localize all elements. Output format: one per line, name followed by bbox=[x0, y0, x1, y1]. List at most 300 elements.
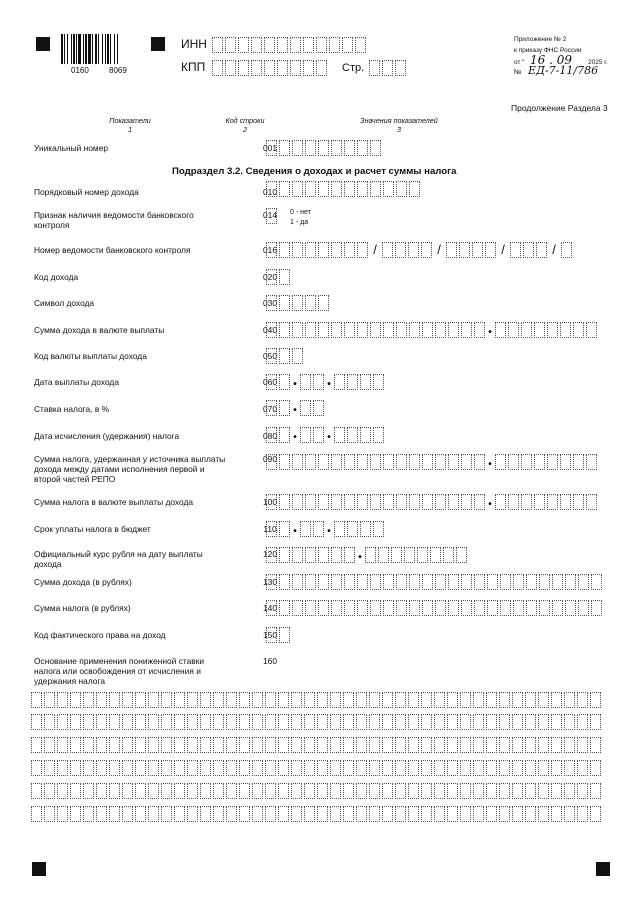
input-cell[interactable] bbox=[316, 60, 327, 76]
input-cell[interactable] bbox=[369, 783, 380, 799]
input-cell[interactable] bbox=[238, 60, 249, 76]
input-cell[interactable] bbox=[291, 692, 302, 708]
input-cell[interactable] bbox=[266, 295, 277, 311]
input-cell[interactable] bbox=[187, 806, 198, 822]
input-cell[interactable] bbox=[373, 374, 384, 390]
field-050[interactable] bbox=[266, 348, 305, 364]
input-cell[interactable] bbox=[305, 454, 316, 470]
input-cell[interactable] bbox=[521, 494, 532, 510]
input-cell[interactable] bbox=[264, 60, 275, 76]
input-cell[interactable] bbox=[435, 494, 446, 510]
input-cell[interactable] bbox=[521, 322, 532, 338]
input-cell[interactable] bbox=[495, 322, 506, 338]
input-cell[interactable] bbox=[292, 454, 303, 470]
input-cell[interactable] bbox=[378, 547, 389, 563]
input-cell[interactable] bbox=[395, 760, 406, 776]
input-cell[interactable] bbox=[552, 600, 563, 616]
input-cell[interactable] bbox=[447, 760, 458, 776]
input-cell[interactable] bbox=[369, 692, 380, 708]
field-014[interactable] bbox=[266, 208, 279, 224]
input-cell[interactable] bbox=[266, 348, 277, 364]
input-cell[interactable] bbox=[122, 692, 133, 708]
input-cell[interactable] bbox=[538, 692, 549, 708]
input-cell[interactable] bbox=[278, 806, 289, 822]
input-cell[interactable] bbox=[460, 760, 471, 776]
input-cell[interactable] bbox=[31, 783, 42, 799]
input-cell[interactable] bbox=[135, 737, 146, 753]
input-cell[interactable] bbox=[290, 37, 301, 53]
input-cell[interactable] bbox=[396, 322, 407, 338]
input-cell[interactable] bbox=[265, 737, 276, 753]
input-cell[interactable] bbox=[122, 783, 133, 799]
input-cell[interactable] bbox=[57, 806, 68, 822]
input-cell[interactable] bbox=[305, 295, 316, 311]
input-cell[interactable] bbox=[266, 600, 277, 616]
input-cell[interactable] bbox=[525, 737, 536, 753]
input-cell[interactable] bbox=[538, 737, 549, 753]
input-cell[interactable] bbox=[96, 806, 107, 822]
input-cell[interactable] bbox=[577, 806, 588, 822]
input-cell[interactable] bbox=[391, 547, 402, 563]
input-cell[interactable] bbox=[279, 400, 290, 416]
input-cell[interactable] bbox=[356, 692, 367, 708]
input-cell[interactable] bbox=[447, 737, 458, 753]
input-cell[interactable] bbox=[148, 783, 159, 799]
input-cell[interactable] bbox=[278, 760, 289, 776]
input-cell[interactable] bbox=[334, 521, 345, 537]
input-cell[interactable] bbox=[343, 783, 354, 799]
input-cell[interactable] bbox=[486, 714, 497, 730]
input-cell[interactable] bbox=[383, 454, 394, 470]
input-cell[interactable] bbox=[148, 692, 159, 708]
input-cell[interactable] bbox=[355, 37, 366, 53]
input-cell[interactable] bbox=[578, 600, 589, 616]
input-cell[interactable] bbox=[331, 547, 342, 563]
input-cell[interactable] bbox=[417, 547, 428, 563]
input-cell[interactable] bbox=[460, 692, 471, 708]
input-cell[interactable] bbox=[409, 574, 420, 590]
input-cell[interactable] bbox=[347, 521, 358, 537]
input-cell[interactable] bbox=[292, 574, 303, 590]
input-cell[interactable] bbox=[213, 737, 224, 753]
input-cell[interactable] bbox=[448, 600, 459, 616]
input-cell[interactable] bbox=[305, 181, 316, 197]
input-cell[interactable] bbox=[213, 692, 224, 708]
input-cell[interactable] bbox=[357, 322, 368, 338]
input-cell[interactable] bbox=[318, 242, 329, 258]
field-040[interactable] bbox=[266, 322, 599, 338]
input-cell[interactable] bbox=[70, 806, 81, 822]
input-cell[interactable] bbox=[383, 574, 394, 590]
input-cell[interactable] bbox=[448, 322, 459, 338]
input-cell[interactable] bbox=[57, 783, 68, 799]
input-cell[interactable] bbox=[460, 806, 471, 822]
input-cell[interactable] bbox=[591, 600, 602, 616]
input-cell[interactable] bbox=[57, 714, 68, 730]
input-cell[interactable] bbox=[357, 242, 368, 258]
input-cell[interactable] bbox=[409, 600, 420, 616]
input-cell[interactable] bbox=[370, 181, 381, 197]
input-cell[interactable] bbox=[422, 322, 433, 338]
field-100[interactable] bbox=[266, 494, 599, 510]
input-cell[interactable] bbox=[226, 692, 237, 708]
input-cell[interactable] bbox=[564, 692, 575, 708]
input-cell[interactable] bbox=[538, 714, 549, 730]
input-cell[interactable] bbox=[434, 737, 445, 753]
input-cell[interactable] bbox=[356, 714, 367, 730]
input-cell[interactable] bbox=[239, 783, 250, 799]
input-cell[interactable] bbox=[369, 60, 380, 76]
input-cell[interactable] bbox=[459, 242, 470, 258]
input-cell[interactable] bbox=[148, 737, 159, 753]
input-cell[interactable] bbox=[356, 760, 367, 776]
input-cell[interactable] bbox=[409, 181, 420, 197]
input-cell[interactable] bbox=[200, 737, 211, 753]
input-cell[interactable] bbox=[421, 714, 432, 730]
input-cell[interactable] bbox=[135, 760, 146, 776]
input-cell[interactable] bbox=[305, 600, 316, 616]
input-cell[interactable] bbox=[499, 714, 510, 730]
input-cell[interactable] bbox=[404, 547, 415, 563]
input-cell[interactable] bbox=[251, 60, 262, 76]
input-cell[interactable] bbox=[447, 806, 458, 822]
input-cell[interactable] bbox=[538, 783, 549, 799]
input-cell[interactable] bbox=[279, 269, 290, 285]
input-cell[interactable] bbox=[474, 322, 485, 338]
input-cell[interactable] bbox=[369, 714, 380, 730]
field-110[interactable] bbox=[266, 521, 386, 537]
input-cell[interactable] bbox=[266, 627, 277, 643]
input-cell[interactable] bbox=[344, 494, 355, 510]
input-cell[interactable] bbox=[486, 783, 497, 799]
input-cell[interactable] bbox=[512, 692, 523, 708]
input-cell[interactable] bbox=[109, 783, 120, 799]
input-cell[interactable] bbox=[317, 806, 328, 822]
input-cell[interactable] bbox=[200, 692, 211, 708]
input-cell[interactable] bbox=[357, 181, 368, 197]
input-cell[interactable] bbox=[446, 242, 457, 258]
input-cell[interactable] bbox=[474, 494, 485, 510]
input-cell[interactable] bbox=[395, 60, 406, 76]
input-cell[interactable] bbox=[499, 783, 510, 799]
input-cell[interactable] bbox=[318, 454, 329, 470]
input-cell[interactable] bbox=[239, 692, 250, 708]
input-cell[interactable] bbox=[148, 760, 159, 776]
input-cell[interactable] bbox=[313, 521, 324, 537]
input-cell[interactable] bbox=[422, 494, 433, 510]
input-cell[interactable] bbox=[292, 181, 303, 197]
input-cell[interactable] bbox=[534, 494, 545, 510]
input-cell[interactable] bbox=[486, 806, 497, 822]
input-cell[interactable] bbox=[344, 242, 355, 258]
input-cell[interactable] bbox=[342, 37, 353, 53]
input-cell[interactable] bbox=[344, 600, 355, 616]
input-cell[interactable] bbox=[512, 760, 523, 776]
input-cell[interactable] bbox=[474, 454, 485, 470]
input-cell[interactable] bbox=[252, 714, 263, 730]
input-cell[interactable] bbox=[200, 760, 211, 776]
input-cell[interactable] bbox=[57, 692, 68, 708]
input-cell[interactable] bbox=[251, 37, 262, 53]
field-010[interactable] bbox=[266, 181, 422, 197]
input-cell[interactable] bbox=[70, 714, 81, 730]
input-cell[interactable] bbox=[370, 600, 381, 616]
input-cell[interactable] bbox=[122, 806, 133, 822]
input-cell[interactable] bbox=[291, 760, 302, 776]
input-cell[interactable] bbox=[279, 627, 290, 643]
input-cell[interactable] bbox=[500, 574, 511, 590]
input-cell[interactable] bbox=[279, 547, 290, 563]
input-cell[interactable] bbox=[512, 737, 523, 753]
input-cell[interactable] bbox=[382, 60, 393, 76]
input-cell[interactable] bbox=[344, 181, 355, 197]
input-cell[interactable] bbox=[187, 714, 198, 730]
input-cell[interactable] bbox=[292, 322, 303, 338]
input-cell[interactable] bbox=[525, 692, 536, 708]
input-cell[interactable] bbox=[408, 760, 419, 776]
input-cell[interactable] bbox=[300, 374, 311, 390]
input-cell[interactable] bbox=[422, 600, 433, 616]
input-cell[interactable] bbox=[447, 783, 458, 799]
input-cell[interactable] bbox=[292, 348, 303, 364]
input-cell[interactable] bbox=[96, 783, 107, 799]
input-cell[interactable] bbox=[290, 60, 301, 76]
input-cell[interactable] bbox=[279, 322, 290, 338]
input-cell[interactable] bbox=[590, 714, 601, 730]
input-cell[interactable] bbox=[573, 494, 584, 510]
input-cell[interactable] bbox=[265, 714, 276, 730]
input-cell[interactable] bbox=[161, 737, 172, 753]
input-cell[interactable] bbox=[200, 783, 211, 799]
input-cell[interactable] bbox=[303, 37, 314, 53]
input-cell[interactable] bbox=[331, 322, 342, 338]
input-cell[interactable] bbox=[408, 737, 419, 753]
input-cell[interactable] bbox=[547, 494, 558, 510]
input-cell[interactable] bbox=[396, 494, 407, 510]
field-030[interactable] bbox=[266, 295, 331, 311]
input-cell[interactable] bbox=[577, 737, 588, 753]
input-cell[interactable] bbox=[395, 783, 406, 799]
input-cell[interactable] bbox=[525, 806, 536, 822]
input-cell[interactable] bbox=[200, 714, 211, 730]
input-cell[interactable] bbox=[292, 140, 303, 156]
input-cell[interactable] bbox=[300, 521, 311, 537]
input-cell[interactable] bbox=[70, 692, 81, 708]
input-cell[interactable] bbox=[473, 806, 484, 822]
input-cell[interactable] bbox=[435, 574, 446, 590]
field-150[interactable] bbox=[266, 627, 292, 643]
input-cell[interactable] bbox=[279, 494, 290, 510]
input-cell[interactable] bbox=[303, 60, 314, 76]
input-cell[interactable] bbox=[300, 427, 311, 443]
input-cell[interactable] bbox=[329, 37, 340, 53]
input-cell[interactable] bbox=[279, 140, 290, 156]
input-cell[interactable] bbox=[344, 547, 355, 563]
field-160-line-4[interactable] bbox=[31, 760, 603, 776]
input-cell[interactable] bbox=[226, 714, 237, 730]
input-cell[interactable] bbox=[434, 760, 445, 776]
input-cell[interactable] bbox=[538, 806, 549, 822]
input-cell[interactable] bbox=[239, 806, 250, 822]
input-cell[interactable] bbox=[382, 783, 393, 799]
input-cell[interactable] bbox=[551, 692, 562, 708]
input-cell[interactable] bbox=[499, 692, 510, 708]
input-cell[interactable] bbox=[512, 783, 523, 799]
input-cell[interactable] bbox=[313, 400, 324, 416]
input-cell[interactable] bbox=[525, 783, 536, 799]
input-cell[interactable] bbox=[213, 806, 224, 822]
input-cell[interactable] bbox=[523, 242, 534, 258]
input-cell[interactable] bbox=[460, 737, 471, 753]
input-cell[interactable] bbox=[382, 242, 393, 258]
field-160-line-1[interactable] bbox=[31, 692, 603, 708]
input-cell[interactable] bbox=[573, 454, 584, 470]
input-cell[interactable] bbox=[421, 692, 432, 708]
input-cell[interactable] bbox=[331, 181, 342, 197]
input-cell[interactable] bbox=[334, 374, 345, 390]
input-cell[interactable] bbox=[434, 806, 445, 822]
input-cell[interactable] bbox=[499, 806, 510, 822]
input-cell[interactable] bbox=[83, 760, 94, 776]
input-cell[interactable] bbox=[474, 600, 485, 616]
input-cell[interactable] bbox=[291, 737, 302, 753]
input-cell[interactable] bbox=[382, 714, 393, 730]
field-060[interactable] bbox=[266, 374, 386, 390]
input-cell[interactable] bbox=[252, 760, 263, 776]
input-cell[interactable] bbox=[265, 692, 276, 708]
input-cell[interactable] bbox=[564, 806, 575, 822]
input-cell[interactable] bbox=[383, 181, 394, 197]
input-cell[interactable] bbox=[565, 574, 576, 590]
input-cell[interactable] bbox=[304, 737, 315, 753]
input-cell[interactable] bbox=[318, 181, 329, 197]
input-cell[interactable] bbox=[409, 322, 420, 338]
input-cell[interactable] bbox=[443, 547, 454, 563]
field-160-line-6[interactable] bbox=[31, 806, 603, 822]
input-cell[interactable] bbox=[187, 760, 198, 776]
field-020[interactable] bbox=[266, 269, 292, 285]
input-cell[interactable] bbox=[252, 806, 263, 822]
input-cell[interactable] bbox=[174, 692, 185, 708]
input-cell[interactable] bbox=[461, 322, 472, 338]
input-cell[interactable] bbox=[135, 806, 146, 822]
input-cell[interactable] bbox=[305, 242, 316, 258]
input-cell[interactable] bbox=[31, 806, 42, 822]
input-cell[interactable] bbox=[421, 806, 432, 822]
input-cell[interactable] bbox=[577, 692, 588, 708]
input-cell[interactable] bbox=[200, 806, 211, 822]
input-cell[interactable] bbox=[382, 760, 393, 776]
input-cell[interactable] bbox=[357, 494, 368, 510]
input-cell[interactable] bbox=[317, 737, 328, 753]
input-cell[interactable] bbox=[564, 783, 575, 799]
input-cell[interactable] bbox=[456, 547, 467, 563]
input-cell[interactable] bbox=[551, 806, 562, 822]
input-cell[interactable] bbox=[343, 737, 354, 753]
input-cell[interactable] bbox=[343, 760, 354, 776]
unique-number-field[interactable] bbox=[266, 140, 383, 156]
input-cell[interactable] bbox=[225, 60, 236, 76]
input-cell[interactable] bbox=[551, 783, 562, 799]
input-cell[interactable] bbox=[369, 737, 380, 753]
input-cell[interactable] bbox=[373, 427, 384, 443]
input-cell[interactable] bbox=[96, 760, 107, 776]
input-cell[interactable] bbox=[213, 714, 224, 730]
input-cell[interactable] bbox=[513, 600, 524, 616]
input-cell[interactable] bbox=[448, 454, 459, 470]
input-cell[interactable] bbox=[590, 692, 601, 708]
input-cell[interactable] bbox=[486, 737, 497, 753]
input-cell[interactable] bbox=[395, 692, 406, 708]
input-cell[interactable] bbox=[174, 760, 185, 776]
input-cell[interactable] bbox=[347, 374, 358, 390]
input-cell[interactable] bbox=[161, 760, 172, 776]
input-cell[interactable] bbox=[357, 454, 368, 470]
input-cell[interactable] bbox=[395, 242, 406, 258]
input-cell[interactable] bbox=[279, 348, 290, 364]
input-cell[interactable] bbox=[318, 494, 329, 510]
input-cell[interactable] bbox=[508, 454, 519, 470]
input-cell[interactable] bbox=[344, 574, 355, 590]
input-cell[interactable] bbox=[44, 714, 55, 730]
input-cell[interactable] bbox=[330, 806, 341, 822]
input-cell[interactable] bbox=[590, 737, 601, 753]
input-cell[interactable] bbox=[561, 242, 572, 258]
input-cell[interactable] bbox=[44, 806, 55, 822]
input-cell[interactable] bbox=[318, 600, 329, 616]
input-cell[interactable] bbox=[560, 454, 571, 470]
input-cell[interactable] bbox=[586, 494, 597, 510]
input-cell[interactable] bbox=[279, 242, 290, 258]
input-cell[interactable] bbox=[70, 760, 81, 776]
input-cell[interactable] bbox=[330, 714, 341, 730]
input-cell[interactable] bbox=[508, 494, 519, 510]
input-cell[interactable] bbox=[252, 692, 263, 708]
input-cell[interactable] bbox=[547, 454, 558, 470]
input-cell[interactable] bbox=[330, 783, 341, 799]
input-cell[interactable] bbox=[590, 783, 601, 799]
input-cell[interactable] bbox=[590, 760, 601, 776]
input-cell[interactable] bbox=[357, 600, 368, 616]
input-cell[interactable] bbox=[331, 600, 342, 616]
input-cell[interactable] bbox=[395, 806, 406, 822]
input-cell[interactable] bbox=[279, 454, 290, 470]
input-cell[interactable] bbox=[122, 737, 133, 753]
input-cell[interactable] bbox=[44, 760, 55, 776]
input-cell[interactable] bbox=[382, 692, 393, 708]
input-cell[interactable] bbox=[266, 454, 277, 470]
input-cell[interactable] bbox=[313, 427, 324, 443]
input-cell[interactable] bbox=[356, 737, 367, 753]
input-cell[interactable] bbox=[421, 783, 432, 799]
input-cell[interactable] bbox=[266, 521, 277, 537]
input-cell[interactable] bbox=[422, 454, 433, 470]
input-cell[interactable] bbox=[534, 322, 545, 338]
input-cell[interactable] bbox=[461, 494, 472, 510]
input-cell[interactable] bbox=[266, 322, 277, 338]
input-cell[interactable] bbox=[586, 454, 597, 470]
input-cell[interactable] bbox=[265, 806, 276, 822]
input-cell[interactable] bbox=[344, 454, 355, 470]
input-cell[interactable] bbox=[586, 322, 597, 338]
input-cell[interactable] bbox=[122, 760, 133, 776]
input-cell[interactable] bbox=[109, 737, 120, 753]
input-cell[interactable] bbox=[461, 574, 472, 590]
input-cell[interactable] bbox=[305, 574, 316, 590]
field-090[interactable] bbox=[266, 454, 599, 470]
input-cell[interactable] bbox=[526, 600, 537, 616]
field-160-line-2[interactable] bbox=[31, 714, 603, 730]
